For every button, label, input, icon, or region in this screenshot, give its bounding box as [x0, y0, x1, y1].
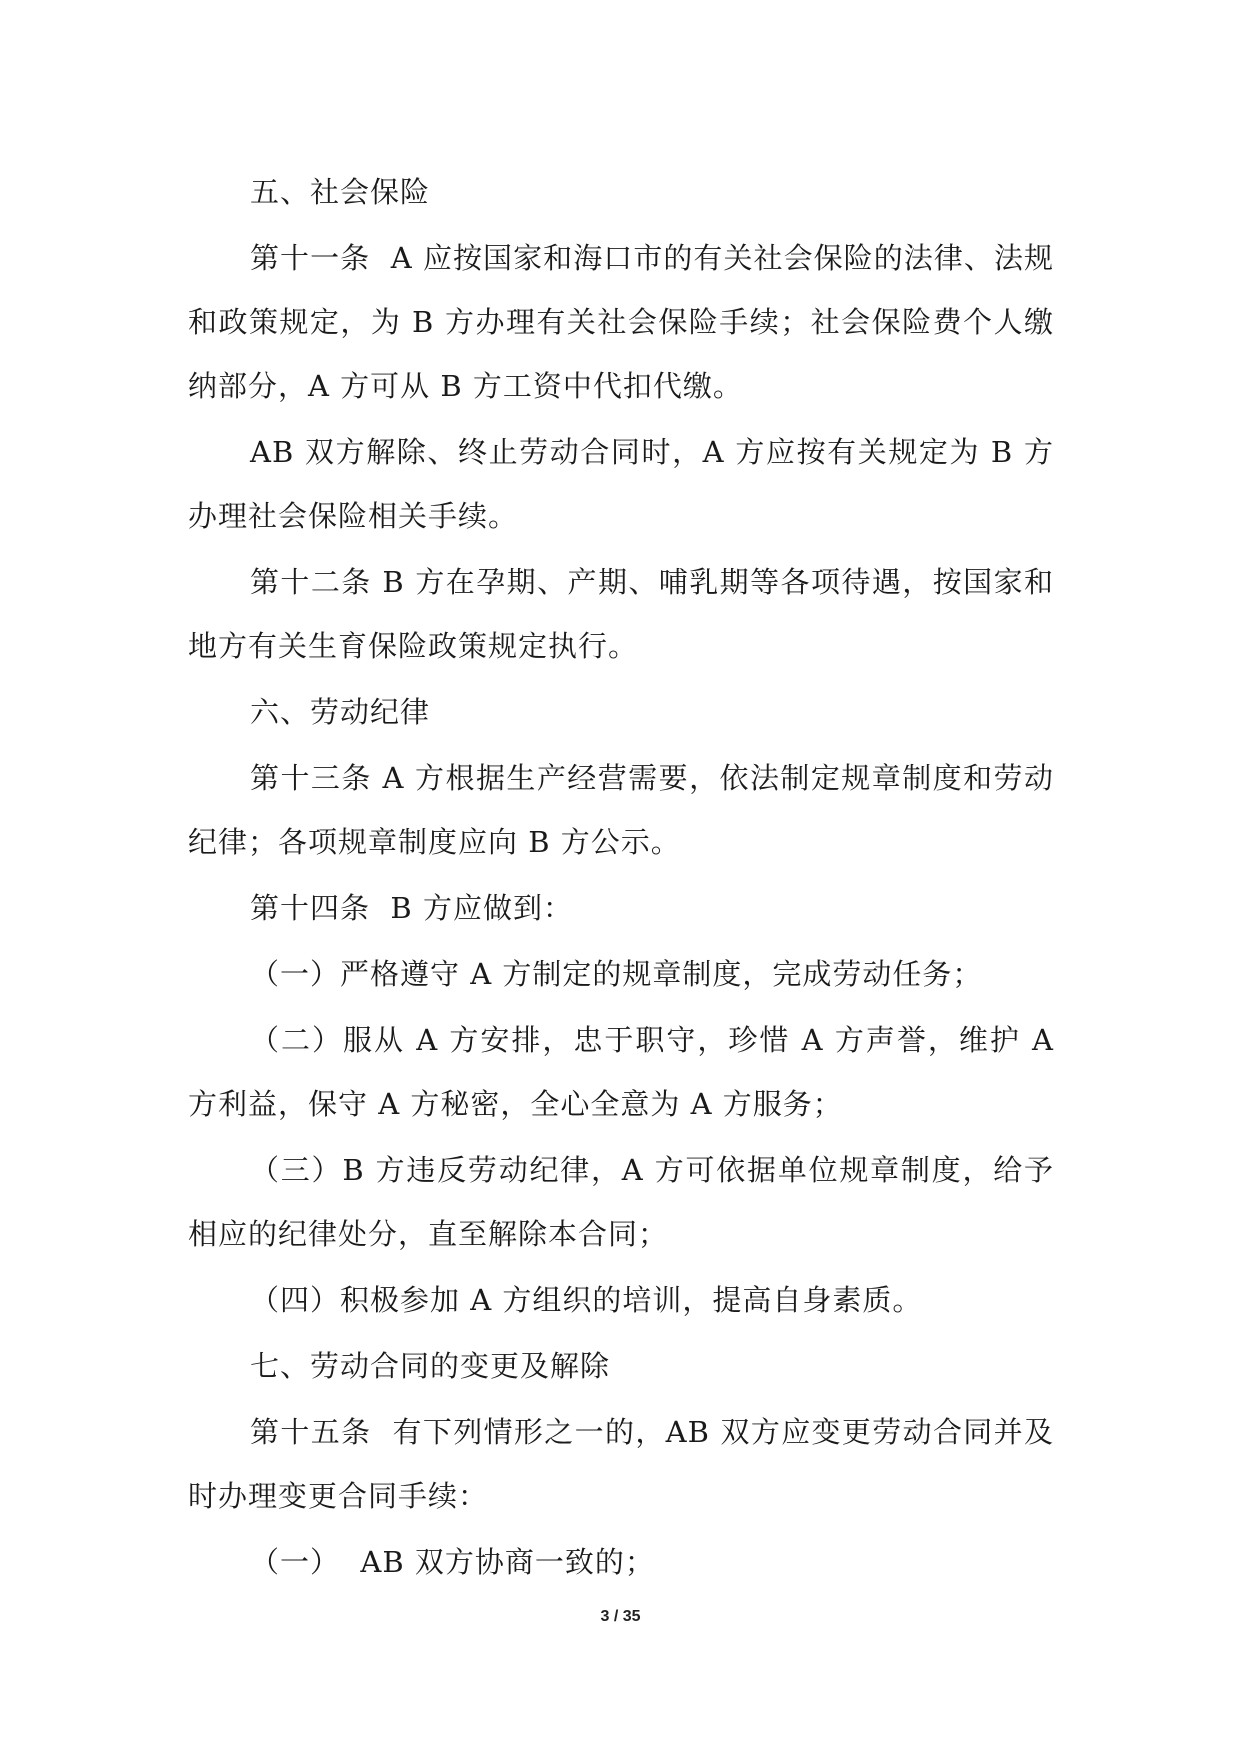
article-14: 第十四条 B 方应做到：	[250, 891, 573, 925]
article-15: 第十五条 有下列情形之一的，AB 双方应变更劳动合同并及时办理变更合同手续：	[188, 1415, 1054, 1513]
document-body	[188, 160, 1065, 1596]
article-13: 第十三条 A 方根据生产经营需要，依法制定规章制度和劳动纪律；各项规章制度应向 B 方公示。	[188, 761, 1054, 859]
article-12: 第十二条 B 方在孕期、产期、哺乳期等各项待遇，按国家和地方有关生育保险政策规定执行。	[188, 565, 1054, 663]
section-heading-social-insurance: 五、社会保险	[250, 175, 431, 209]
article-14-item-1: （一）严格遵守 A 方制定的规章制度，完成劳动任务；	[250, 957, 983, 991]
page-number: 3 / 35	[600, 1608, 641, 1625]
article-11-termination: AB 双方解除、终止劳动合同时，A 方应按有关规定为 B 方办理社会保险相关手续。	[188, 435, 1054, 533]
article-14-item-4: （四）积极参加 A 方组织的培训，提高自身素质。	[250, 1283, 923, 1317]
article-15-item-1: （一） AB 双方协商一致的；	[250, 1545, 655, 1579]
article-11: 第十一条 A 应按国家和海口市的有关社会保险的法律、法规和政策规定，为 B 方办理有关社会保险手续；社会保险费个人缴纳部分，A 方可从 B 方工资中代扣代缴。	[188, 241, 1054, 403]
section-heading-contract-change: 七、劳动合同的变更及解除	[250, 1349, 611, 1383]
article-14-item-2: （二）服从 A 方安排，忠于职守，珍惜 A 方声誉，维护 A 方利益，保守 A 方秘密，全心全意为 A 方服务；	[188, 1023, 1065, 1121]
section-heading-labor-discipline: 六、劳动纪律	[250, 695, 431, 729]
article-14-item-3: （三）B 方违反劳动纪律，A 方可依据单位规章制度，给予相应的纪律处分，直至解除本合同；	[188, 1153, 1054, 1251]
